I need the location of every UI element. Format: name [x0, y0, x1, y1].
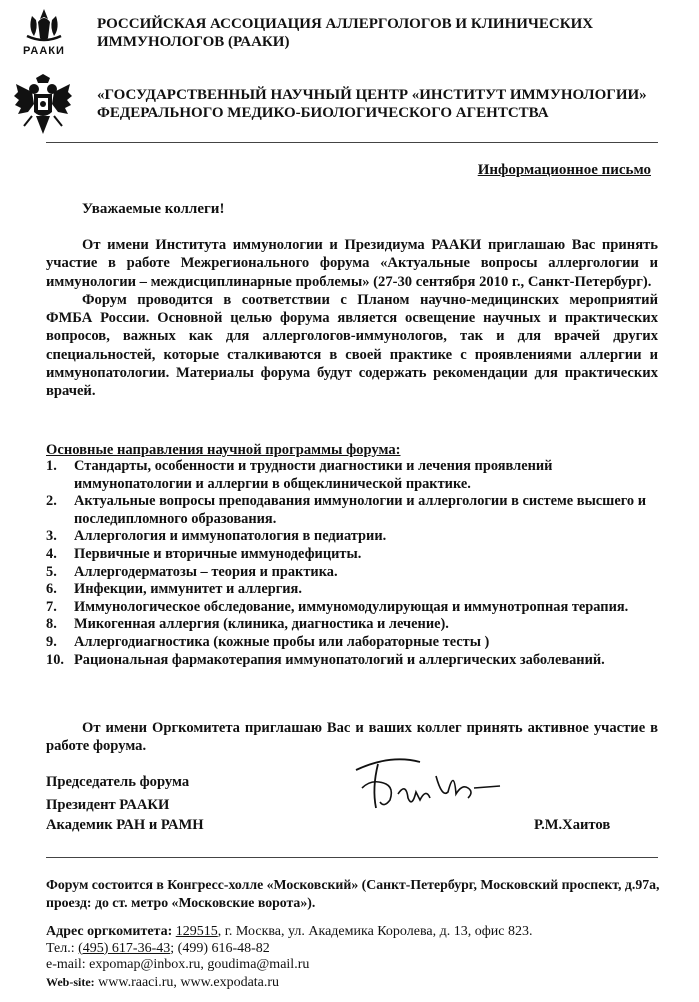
- address-zip: 129515: [175, 924, 218, 939]
- topic-number: 9.: [46, 633, 57, 650]
- org2-title: «ГОСУДАРСТВЕННЫЙ НАУЧНЫЙ ЦЕНТР «ИНСТИТУТ ИММУНОЛОГИИ» ФЕДЕРАЛЬНОГО МЕДИКО-БИОЛОГИЧЕСКОГО АГЕНТСТВА: [97, 87, 647, 121]
- signer-title-2: Президент РААКИ: [46, 797, 170, 813]
- topic-number: 7.: [46, 598, 57, 615]
- signer-title-1: Председатель форума: [46, 774, 190, 790]
- email-separator: ,: [200, 957, 208, 972]
- phone-label: Тел.:: [46, 940, 75, 956]
- phone-2: ; (499) 616-48-82: [170, 940, 270, 956]
- topic-item: [46, 528, 646, 546]
- letter-body: [46, 236, 658, 401]
- eagle-emblem-icon: [14, 74, 72, 136]
- topic-number: 10.: [46, 651, 64, 668]
- topics-heading: Основные направления научной программы форума:: [46, 442, 401, 458]
- address-line: [46, 924, 666, 941]
- topic-item: [46, 652, 646, 670]
- topic-number: 2.: [46, 493, 57, 510]
- address-text: , г. Москва, ул. Академика Королева, д. 13, офис 823.: [217, 924, 533, 939]
- topic-text: Микогенная аллергия (клиника, диагностика и лечение).: [74, 616, 449, 633]
- email-label: e-mail:: [46, 957, 86, 972]
- phone-1: (495) 617-36-43: [78, 940, 171, 956]
- topic-number: 1.: [46, 458, 57, 474]
- paragraph-purpose: Форум проводится в соответствии с Планом научно-медицинских мероприятий ФМБА России. Основной целью форума является освещение научных и практических вопросов, важных как для аллергологов-иммунологов, так и для врачей других специальностей, которые сталкиваются в своей практике с проявлениями аллергии и иммунопатологии. Материалы форума будут содержать рекомендации для практических врачей.: [46, 291, 658, 400]
- phone-line: [46, 941, 666, 958]
- paragraph-invitation: От имени Института иммунологии и Президиума РААКИ приглашаю Вас принять участие в работе Межрегионального форума «Актуальные вопросы аллергологии и иммунологии – междисциплинарные проблемы» (27-30 сентября 2010 г., Санкт-Петербург).: [46, 237, 658, 290]
- topic-item: [46, 599, 646, 617]
- greeting: Уважаемые коллеги!: [82, 201, 225, 217]
- topic-item: [46, 458, 646, 493]
- topic-text: Иммунологическое обследование, иммуномодулирующая и иммунотропная терапия.: [74, 598, 629, 615]
- topic-item: [46, 616, 646, 634]
- topic-text: Аллергодиагностика (кожные пробы или лабораторные тесты ): [74, 633, 490, 650]
- org1-title: РОССИЙСКАЯ АССОЦИАЦИЯ АЛЛЕРГОЛОГОВ И КЛИНИЧЕСКИХ ИММУНОЛОГОВ (РААКИ): [97, 16, 594, 50]
- email-line: [46, 957, 666, 974]
- topic-item: [46, 493, 646, 528]
- topic-text: Аллергология и иммунопатология в педиатрии.: [74, 528, 387, 545]
- topic-item: [46, 634, 646, 652]
- topic-number: 8.: [46, 616, 57, 633]
- topic-text: Первичные и вторичные иммунодефициты.: [74, 545, 362, 562]
- raaki-logo-text: РААКИ: [23, 45, 65, 57]
- signature: [350, 748, 520, 816]
- signer-name: Р.М.Хаитов: [534, 817, 611, 833]
- footer-divider: [46, 857, 658, 858]
- topic-number: 4.: [46, 545, 57, 562]
- signer-title-3: Академик РАН и РАМН: [46, 817, 204, 833]
- email-link-1[interactable]: expomap@inbox.ru: [89, 957, 201, 972]
- topic-text: Аллергодерматозы – теория и практика.: [74, 563, 338, 580]
- closing-paragraph: От имени Оргкомитета приглашаю Вас и ваших коллег принять активное участие в работе форума.: [46, 720, 658, 755]
- raaki-logo: [18, 6, 70, 62]
- contacts-block: [46, 924, 666, 991]
- topics-list: [46, 458, 646, 669]
- topic-number: 3.: [46, 528, 57, 545]
- topic-text: Рациональная фармакотерапия иммунопатологий и аллергических заболеваний.: [74, 651, 605, 668]
- topic-text: Стандарты, особенности и трудности диагностики и лечения проявлений иммунопатологии и аллергии в общеклинической практике.: [74, 458, 553, 492]
- topic-item: [46, 546, 646, 564]
- website-links[interactable]: www.raaci.ru, www.expodata.ru: [98, 974, 280, 990]
- website-line: [46, 974, 666, 992]
- topic-text: Актуальные вопросы преподавания иммунологии и аллергологии в системе высшего и последипломного образования.: [74, 493, 646, 527]
- topic-item: [46, 564, 646, 582]
- venue-info: Форум состоится в Конгресс-холле «Московский» (Санкт-Петербург, Московский проспект, д.97а, проезд: до ст. метро «Московские ворота»).: [46, 877, 660, 910]
- website-label: Web-site:: [46, 974, 95, 989]
- address-label: Адрес оргкомитета:: [46, 924, 173, 939]
- topic-number: 6.: [46, 581, 57, 598]
- letter-type: Информационное письмо: [477, 162, 651, 178]
- topic-text: Инфекции, иммунитет и аллергия.: [74, 581, 302, 598]
- header-divider: [46, 142, 658, 143]
- topic-number: 5.: [46, 563, 57, 580]
- topic-item: [46, 581, 646, 599]
- email-link-2[interactable]: goudima@mail.ru: [207, 957, 310, 972]
